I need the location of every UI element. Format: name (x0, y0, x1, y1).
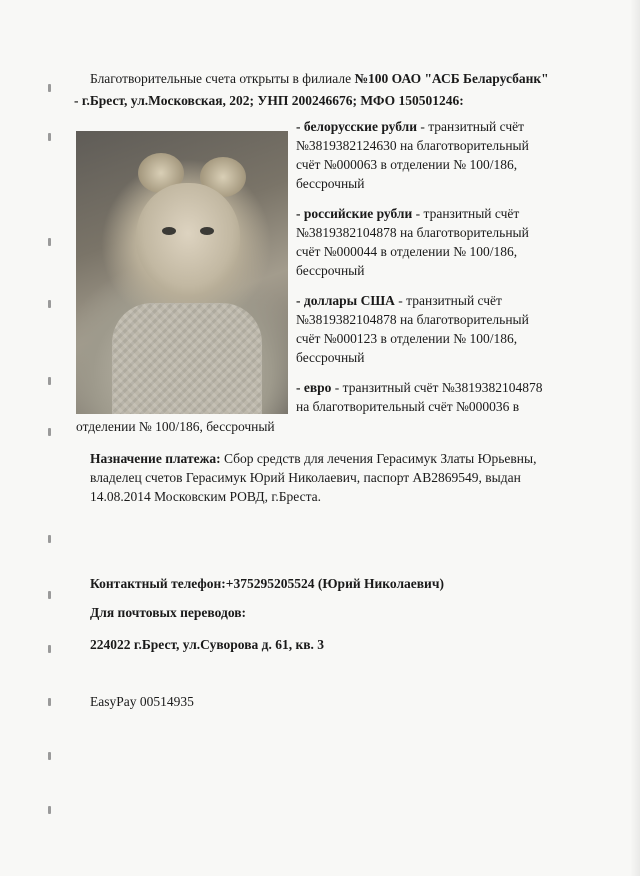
purpose-line-1 (90, 450, 536, 468)
margin-mark (48, 752, 51, 760)
postal-label-text: Для почтовых переводов: (90, 605, 247, 620)
account-rub-line-3: счёт №000044 в отделении № 100/186, (296, 244, 518, 259)
margin-mark (48, 535, 51, 543)
account-eur-currency: - евро (296, 380, 332, 395)
postal-address-text: 224022 г.Брест, ул.Суворова д. 61, кв. 3 (90, 637, 325, 652)
account-usd-line-2: №3819382104878 на благотворительный (296, 312, 529, 327)
photo-dress (112, 303, 262, 414)
account-rub-type: - транзитный счёт (412, 206, 520, 221)
margin-mark (48, 645, 51, 653)
account-usd-currency: - доллары США (296, 293, 395, 308)
account-rub-line-2: №3819382104878 на благотворительный (296, 225, 529, 240)
account-usd-line-1 (296, 292, 502, 310)
purpose-text: Сбор средств для лечения Герасимук Златы Юрьевны, (220, 451, 537, 466)
account-byn-line-4: бессрочный (296, 176, 365, 191)
margin-mark (48, 806, 51, 814)
account-eur-line-3: отделении № 100/186, бессрочный (76, 419, 275, 434)
account-usd-type: - транзитный счёт (394, 293, 502, 308)
child-photo (76, 131, 288, 414)
account-byn-line-3: счёт №000063 в отделении № 100/186, (296, 157, 518, 172)
account-rub-currency: - российские рубли (296, 206, 413, 221)
purpose-label: Назначение платежа: (90, 451, 221, 466)
account-byn-line-1 (296, 118, 524, 136)
contact-phone-text: Контактный телефон:+375295205524 (Юрий Николаевич) (90, 576, 444, 591)
account-rub-line-4: бессрочный (296, 263, 365, 278)
easypay-number: EasyPay 00514935 (90, 694, 194, 709)
photo-face (136, 183, 240, 295)
contact-phone (90, 575, 444, 593)
account-eur-type: - транзитный счёт №3819382104878 (331, 380, 543, 395)
margin-mark (48, 84, 51, 92)
scan-edge-shadow (630, 0, 640, 876)
account-eur-line-2: на благотворительный счёт №000036 в (296, 399, 520, 414)
account-eur-line-1 (296, 379, 542, 397)
account-usd-line-4: бессрочный (296, 350, 365, 365)
header-bank-intro: Благотворительные счета открыты в филиале (90, 71, 355, 86)
margin-mark (48, 377, 51, 385)
header-line-1 (90, 70, 549, 88)
header-bank-address: - г.Брест, ул.Московская, 202; УНП 200246676; МФО 150501246: (74, 93, 464, 108)
margin-mark (48, 428, 51, 436)
account-rub-line-1 (296, 205, 519, 223)
account-byn-type: - транзитный счёт (417, 119, 525, 134)
purpose-line-2: владелец счетов Герасимук Юрий Николаевич, паспорт АВ2869549, выдан (90, 470, 521, 485)
margin-mark (48, 698, 51, 706)
header-bank-name: №100 ОАО "АСБ Беларусбанк" (354, 71, 549, 86)
margin-mark (48, 591, 51, 599)
photo-eye-right (200, 227, 214, 235)
purpose-line-3: 14.08.2014 Московским РОВД, г.Бреста. (90, 489, 321, 504)
header-line-2 (74, 92, 464, 110)
margin-mark (48, 300, 51, 308)
postal-label (90, 604, 246, 622)
margin-mark (48, 133, 51, 141)
account-byn-currency: - белорусские рубли (296, 119, 417, 134)
photo-eye-left (162, 227, 176, 235)
postal-address (90, 636, 324, 654)
account-usd-line-3: счёт №000123 в отделении № 100/186, (296, 331, 518, 346)
account-byn-line-2: №3819382124630 на благотворительный (296, 138, 529, 153)
margin-mark (48, 238, 51, 246)
